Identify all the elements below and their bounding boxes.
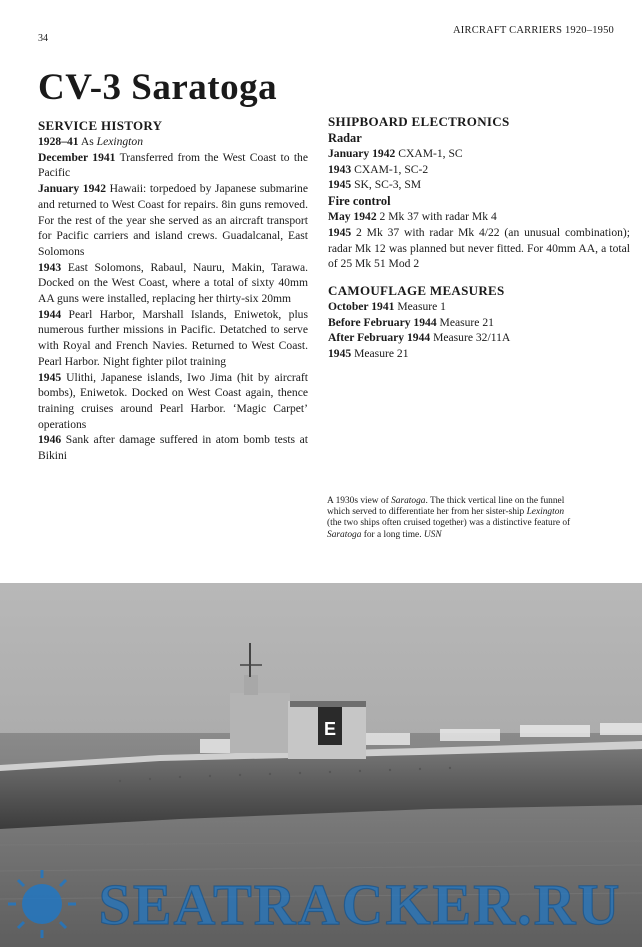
history-entry <box>38 150 308 181</box>
photo-caption <box>327 496 572 541</box>
caption-text: for a long time. <box>361 529 424 540</box>
entry-text: As <box>78 135 97 148</box>
entry-date: October 1941 <box>328 299 395 313</box>
entry-text: CXAM-1, SC-2 <box>351 162 429 176</box>
caption-ship-name: Saratoga <box>327 529 362 540</box>
entry-date: 1945 <box>328 178 352 192</box>
history-entry <box>38 134 308 150</box>
entry-date: 1944 <box>38 307 62 321</box>
entry-text: Sank after damage suffered in atom bomb tests at Bikini <box>38 433 308 463</box>
history-entry <box>38 370 308 433</box>
page-title: CV-3 Saratoga <box>38 67 278 108</box>
entry-date: December 1941 <box>38 150 116 164</box>
entry-text: CXAM-1, SC <box>395 147 463 160</box>
history-entry <box>38 432 308 463</box>
radar-list <box>328 146 630 193</box>
entry-text: Transferred from the West Coast to the Pacific <box>38 150 308 180</box>
service-history-column <box>38 117 308 464</box>
entry-date: 1928–41 <box>38 135 79 148</box>
history-entry <box>328 146 630 162</box>
funnel-letter: E <box>323 719 337 739</box>
radar-heading: Radar <box>328 131 362 145</box>
entry-text: Pearl Harbor, Marshall Islands, Eniwetok, plus numerous further missions in Pacific. Detatched to serve with Royal and French Navies. Returned to West Coast. Pearl Harbor. Night fighter pilot training <box>38 307 308 368</box>
sun-logo-icon <box>8 870 76 938</box>
entry-text: Hawaii: torpedoed by Japanese submarine and returned to West Coast for repairs. 8in guns removed. For the rest of the year she served as an aircraft transport for Pacific carriers and island crews. Guadalcanal, East Solomons <box>38 182 308 258</box>
entry-text: Ulithi, Japanese islands, Iwo Jima (hit by aircraft bombs), Eniwetok. Docked on West Coast again, thence training cruises around Pearl Harbor. ‘Magic Carpet’ operations <box>38 370 308 431</box>
running-head: AIRCRAFT CARRIERS 1920–1950 <box>453 25 614 36</box>
entry-text: Measure 1 <box>394 299 446 313</box>
history-entry <box>328 315 630 331</box>
history-entry <box>328 330 630 346</box>
watermark-text: SEATRACKER.RU <box>98 872 622 937</box>
history-entry <box>38 260 308 307</box>
entry-date: 1945 <box>38 370 62 384</box>
history-entry <box>328 209 630 225</box>
page-number: 34 <box>38 33 48 44</box>
caption-text: A 1930s view of <box>327 496 392 506</box>
history-entry <box>328 346 630 362</box>
entry-date: January 1942 <box>328 147 396 160</box>
entry-text: Measure 32/11A <box>430 331 511 345</box>
camouflage-list <box>328 299 630 362</box>
watermark <box>0 862 642 947</box>
history-entry <box>328 162 630 178</box>
service-history-list <box>38 134 308 464</box>
entry-date: 1946 <box>38 433 62 447</box>
history-entry <box>328 299 630 315</box>
entry-text: East Solomons, Rabaul, Nauru, Makin, Tarawa. Docked on the West Coast, where a total of sixty 40mm AA guns were installed, replacing her thirty-six 20mm <box>38 260 308 306</box>
entry-date: Before February 1944 <box>328 315 437 329</box>
electronics-heading: SHIPBOARD ELECTRONICS <box>328 114 510 129</box>
entry-date: 1943 <box>38 260 62 274</box>
entry-date: 1945 <box>328 225 352 239</box>
entry-text: SK, SC-3, SM <box>351 178 422 192</box>
entry-text: Measure 21 <box>351 347 409 361</box>
caption-sister-ship: Lexington <box>526 507 565 518</box>
history-entry <box>328 177 630 193</box>
entry-text: 2 Mk 37 with radar Mk 4/22 (an unusual combination); radar Mk 12 was planned but never fitted. For 40mm AA, a total of 25 Mk 51 Mod 2 <box>328 225 630 271</box>
entry-date: January 1942 <box>38 182 106 196</box>
entry-italic: Lexington <box>96 135 143 148</box>
caption-text: (the two ships often cruised together) was a distinctive feature of <box>327 518 571 529</box>
history-entry <box>328 225 630 272</box>
history-entry <box>38 181 308 260</box>
entry-date: 1945 <box>328 347 352 361</box>
fire-control-list <box>328 209 630 272</box>
service-history-heading: SERVICE HISTORY <box>38 118 163 133</box>
electronics-column <box>328 113 630 362</box>
entry-text: 2 Mk 37 with radar Mk 4 <box>376 210 497 224</box>
entry-date: 1943 <box>328 162 352 176</box>
entry-text: Measure 21 <box>436 315 494 329</box>
caption-ship-name: Saratoga <box>391 496 426 506</box>
entry-date: May 1942 <box>328 210 377 224</box>
fire-control-heading: Fire control <box>328 194 391 209</box>
caption-credit: USN <box>423 529 442 540</box>
camouflage-heading: CAMOUFLAGE MEASURES <box>328 282 505 298</box>
caption-text: . The thick vertical line on the funnel which served to differentiate her from her sister-ship <box>327 496 565 518</box>
entry-date: After February 1944 <box>328 331 431 345</box>
history-entry <box>38 307 308 370</box>
